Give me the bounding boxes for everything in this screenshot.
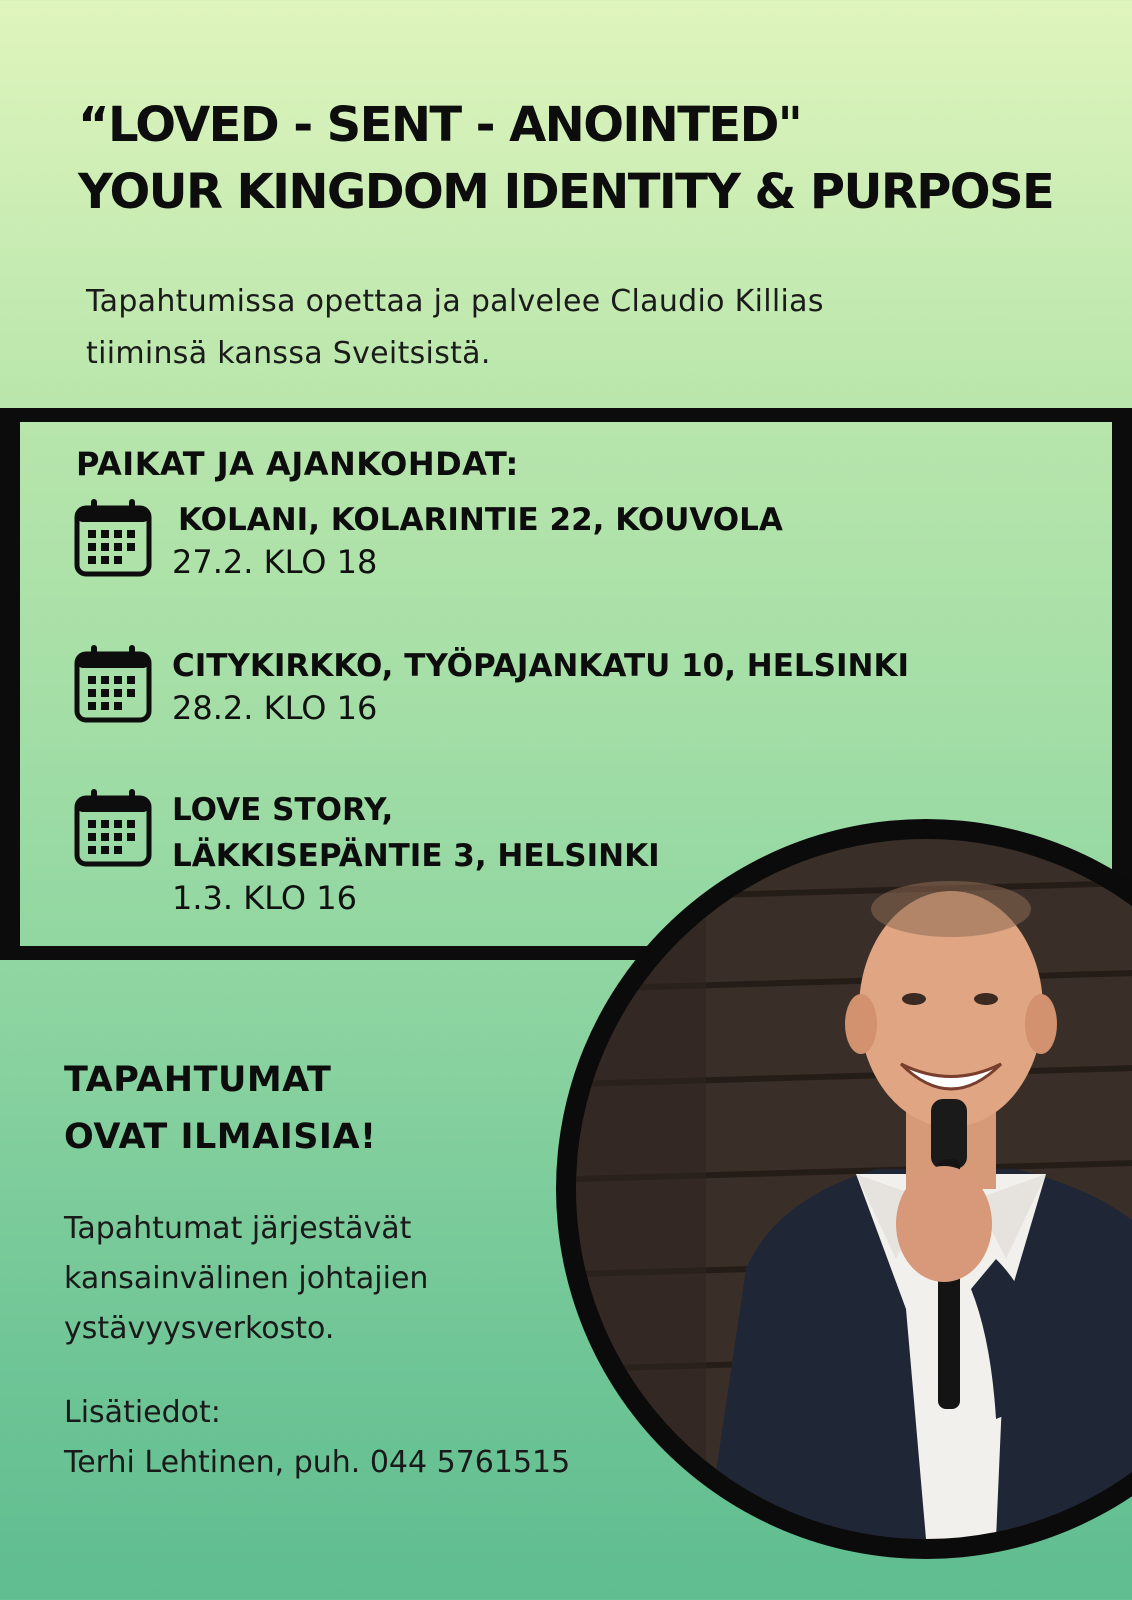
event-time: 27.2. KLO 18 bbox=[172, 543, 378, 581]
event-time: 1.3. KLO 16 bbox=[172, 879, 357, 917]
free-heading-line-2: OVAT ILMAISIA! bbox=[64, 1117, 377, 1157]
speaker-portrait-illustration bbox=[576, 839, 1132, 1539]
title-line-1: “LOVED - SENT - ANOINTED" bbox=[78, 97, 802, 153]
free-events-heading bbox=[64, 1052, 377, 1166]
free-heading-line-1: TAPAHTUMAT bbox=[64, 1060, 332, 1100]
event-place: KOLANI, KOLARINTIE 22, KOUVOLA bbox=[178, 502, 783, 538]
venues-heading: PAIKAT JA AJANKOHDAT: bbox=[76, 445, 519, 483]
title-line-2: YOUR KINGDOM IDENTITY & PURPOSE bbox=[78, 164, 1054, 220]
event-place: CITYKIRKKO, TYÖPAJANKATU 10, HELSINKI bbox=[172, 648, 910, 684]
calendar-icon bbox=[74, 644, 152, 724]
calendar-icon bbox=[74, 498, 152, 578]
contact-info bbox=[64, 1388, 570, 1488]
contact-details: Terhi Lehtinen, puh. 044 5761515 bbox=[64, 1445, 571, 1480]
event-place-line-2: LÄKKISEPÄNTIE 3, HELSINKI bbox=[172, 838, 660, 874]
event-place-line-1: LOVE STORY, bbox=[172, 792, 394, 828]
event-time: 28.2. KLO 16 bbox=[172, 689, 378, 727]
organizer-text: Tapahtumat järjestävät kansainvälinen johtajien ystävyysverkosto. bbox=[64, 1211, 429, 1346]
calendar-icon bbox=[74, 788, 152, 868]
event-title bbox=[78, 92, 1053, 226]
speaker-photo bbox=[556, 819, 1132, 1559]
contact-label: Lisätiedot: bbox=[64, 1395, 221, 1430]
intro-text: Tapahtumissa opettaa ja palvelee Claudio Killias tiiminsä kanssa Sveitsistä. bbox=[86, 284, 824, 371]
